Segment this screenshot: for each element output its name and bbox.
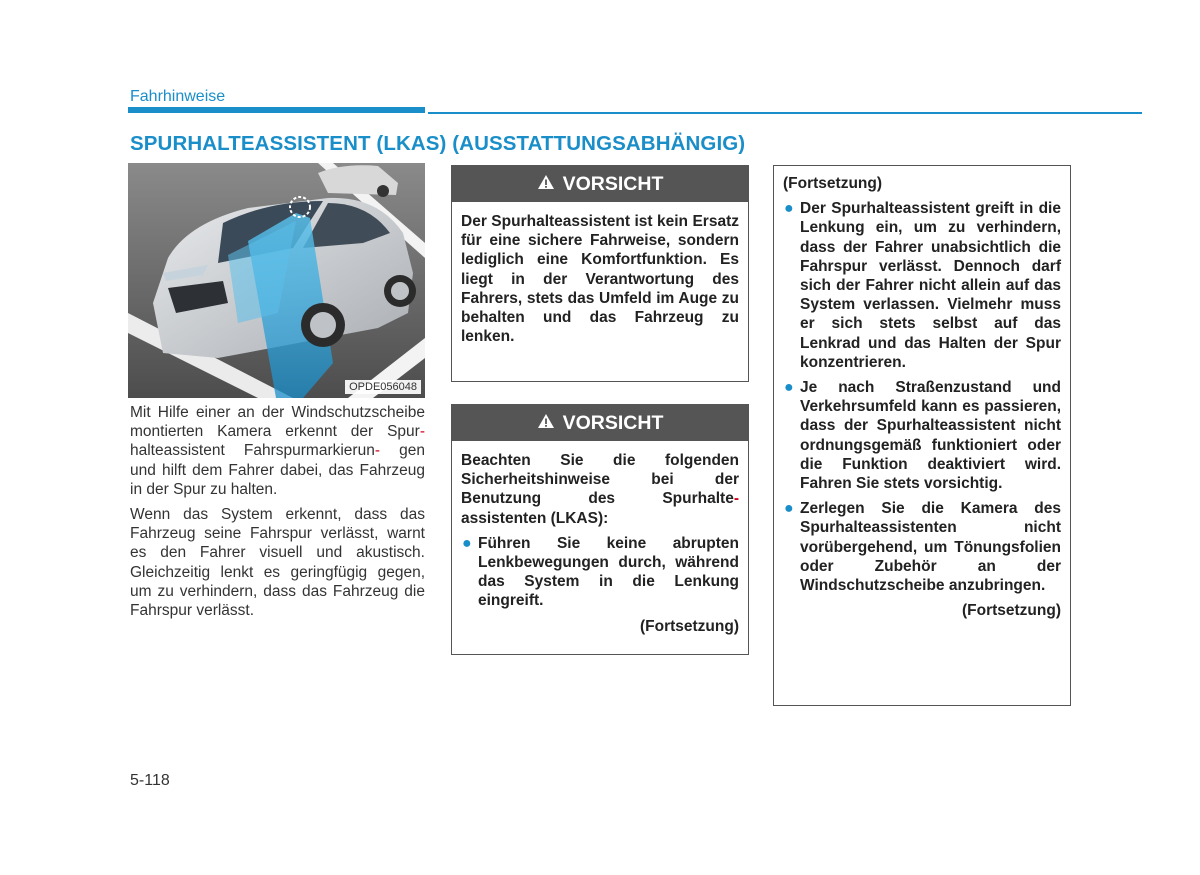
caution-intro-2: Beachten Sie die folgenden Sicherheitshinweise bei der Benutzung des Spurhalte- assistenten (LKAS): [461, 452, 739, 527]
list-item: ● Zerlegen Sie die Kamera des Spurhalteassistenten nicht vorübergehend, um Tönungsfolien oder Zubehör an der Windschutzscheibe anzubringen. [784, 500, 1061, 595]
warning-triangle-icon [537, 412, 555, 435]
bullet-dot-icon: ● [784, 200, 794, 218]
intro-paragraph-1: Mit Hilfe einer an der Windschutzscheibe montierten Kamera erkennt der Spur- halteassistent Fahrspurmarkierun- gen und hilft dem Fahrer dabei, das Fahrzeug in der Spur zu halten. [130, 404, 425, 498]
bullet-dot-icon: ● [462, 534, 472, 552]
page-title: SPURHALTEASSISTENT (LKAS) (AUSSTATTUNGSABHÄNGIG) [130, 132, 746, 155]
continued-label: (Fortsetzung) [639, 617, 739, 635]
car-illustration-svg [128, 163, 425, 398]
intro-text [130, 403, 425, 626]
header-rule-thin [428, 112, 1142, 114]
continued-from-label: (Fortsetzung) [783, 175, 883, 192]
caution-title-1: VORSICHT [562, 172, 664, 195]
list-item: ● Je nach Straßenzustand und Verkehrsumfeld kann es passieren, dass der Spurhalteassistent nicht ordnungsgemäß funktioniert oder die Funktion deaktiviert wird. Fahren Sie stets vorsichtig. [784, 379, 1061, 493]
caution-text-1: Der Spurhalteassistent ist kein Ersatz für eine sichere Fahrweise, sondern lediglich eine Komfortfunktion. Es liegt in der Verantwortung des Fahrers, stets das Umfeld im Auge zu behalten und das Fahrzeug zu lenken. [461, 213, 739, 346]
caution-box-3 [773, 165, 1071, 706]
bullet-dot-icon: ● [784, 379, 794, 397]
section-label: Fahrhinweise [130, 88, 226, 105]
figure-code: OPDE056048 [345, 380, 421, 394]
lkas-car-illustration [128, 163, 425, 398]
continued-label: (Fortsetzung) [961, 602, 1061, 620]
header-rule-thick [128, 107, 425, 113]
list-item: ● Der Spurhalteassistent greift in die Lenkung ein, um zu verhindern, dass der Fahrer unabsichtlich die Fahrspur verlässt. Dennoch darf sich der Fahrer nicht allein auf das System verlassen. Vielmehr muss er sich stets selbst auf das Lenkrad und das Halten der Spur konzentrieren. [784, 200, 1061, 371]
bullet-dot-icon: ● [784, 500, 794, 518]
warning-triangle-icon [537, 173, 555, 196]
list-item: ● Führen Sie keine abrupten Lenkbewegungen durch, während das System in die Lenkung eingreift. [462, 534, 739, 610]
caution-box-1 [451, 165, 749, 382]
caution-header-2 [452, 405, 748, 441]
intro-paragraph-2: Wenn das System erkennt, dass das Fahrzeug seine Fahrspur verlässt, warnt es den Fahrer visuell und akustisch. Gleichzeitig lenkt es geringfügig gegen, um zu verhindern, dass das Fahrzeug die Fahrspur verlässt. [130, 506, 425, 620]
page-number: 5-118 [130, 772, 170, 789]
caution-box-2 [451, 404, 749, 655]
caution-header-1 [452, 166, 748, 202]
caution-title-2: VORSICHT [562, 411, 664, 434]
